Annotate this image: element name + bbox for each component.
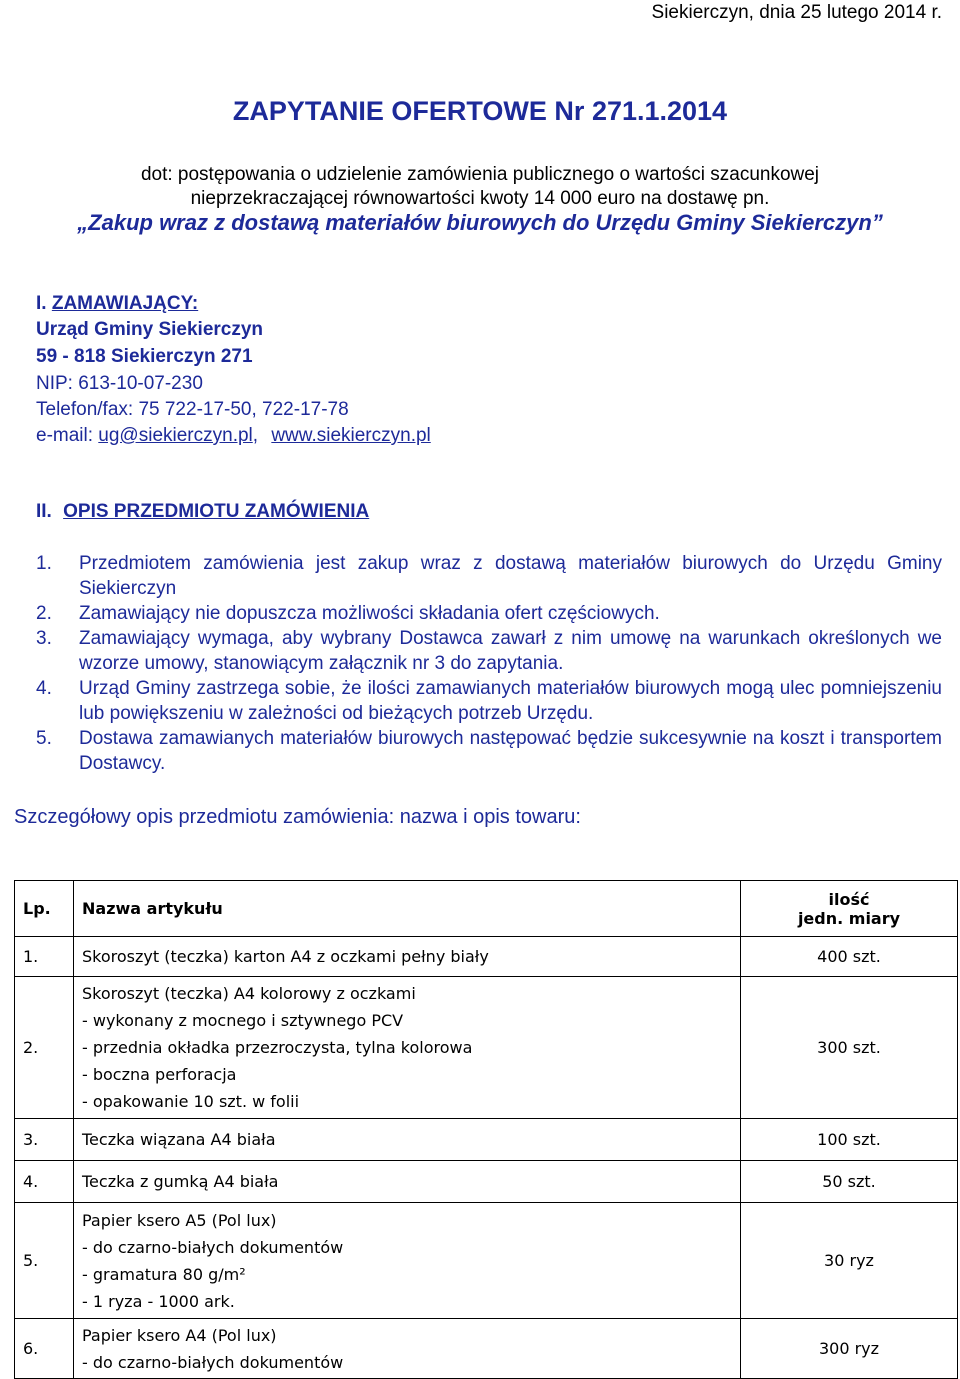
list-item [36, 726, 942, 776]
item-text: Zamawiający nie dopuszcza możliwości składania ofert częściowych. [79, 603, 660, 624]
document-date: Siekierczyn, dnia 25 lutego 2014 r. [651, 2, 942, 23]
description-line: Skoroszyt (teczka) karton A4 z oczkami pełny biały [82, 947, 489, 966]
section-2-title: OPIS PRZEDMIOTU ZAMÓWIENIA [63, 501, 370, 522]
table-row [15, 1119, 958, 1161]
row-description [74, 977, 741, 1119]
row-description [74, 1319, 741, 1379]
items-table [14, 880, 958, 1379]
orderer-address: 59 - 818 Siekierczyn 271 [36, 346, 253, 367]
section-1-heading [36, 290, 198, 317]
row-quantity: 30 ryz [741, 1203, 958, 1319]
section-1-title: ZAMAWIAJĄCY: [51, 293, 199, 314]
table-header-row [15, 881, 958, 937]
document-title: ZAPYTANIE OFERTOWE Nr 271.1.2014 [232, 96, 728, 126]
email-label: e-mail: [36, 425, 94, 446]
description-line: - opakowanie 10 szt. w folii [82, 1092, 300, 1111]
row-lp: 6. [15, 1319, 74, 1379]
email-link[interactable]: ug@siekierczyn.pl [98, 425, 253, 446]
section-2-heading [36, 498, 369, 525]
row-description [74, 1161, 741, 1203]
requirements-list [36, 551, 942, 776]
list-item [36, 626, 942, 676]
description-line: - do czarno-białych dokumentów [82, 1352, 344, 1372]
description-line: Teczka z gumką A4 biała [82, 1172, 279, 1191]
item-number: 1. [36, 553, 52, 574]
list-item [36, 601, 942, 626]
description-line: Skoroszyt (teczka) A4 kolorowy z oczkami [82, 984, 416, 1003]
row-description [74, 937, 741, 977]
item-number: 5. [36, 728, 52, 749]
header-item-name: Nazwa artykułu [74, 881, 741, 937]
orderer-name: Urząd Gminy Siekierczyn [36, 319, 264, 340]
orderer-phone: Telefon/fax: 75 722-17-50, 722-17-78 [36, 399, 349, 420]
description-line: - boczna perforacja [82, 1065, 237, 1084]
row-description [74, 1119, 741, 1161]
row-quantity: 300 ryz [741, 1319, 958, 1379]
row-lp: 1. [15, 937, 74, 977]
table-row [15, 937, 958, 977]
item-text: Dostawa zamawianych materiałów biurowych następować będzie sukcesywnie na koszt i transportem Dostawcy. [79, 728, 942, 774]
section-2-number: II. [36, 501, 52, 522]
list-item [36, 551, 942, 601]
header-quantity-line1: ilość [828, 889, 870, 909]
list-item [36, 676, 942, 726]
subject-line-1: dot: postępowania o udzielenie zamówienia publicznego o wartości szacunkowej [140, 164, 820, 185]
description-line: Papier ksero A5 (Pol lux) [82, 1210, 277, 1230]
description-line: Papier ksero A4 (Pol lux) [82, 1325, 277, 1345]
row-lp: 2. [15, 977, 74, 1119]
item-number: 4. [36, 678, 52, 699]
row-quantity: 50 szt. [741, 1161, 958, 1203]
header-lp: Lp. [15, 881, 74, 937]
description-line: - do czarno-białych dokumentów [82, 1237, 344, 1257]
item-number: 2. [36, 603, 52, 624]
row-quantity: 100 szt. [741, 1119, 958, 1161]
contact-separator: , [252, 425, 259, 446]
table-row [15, 1161, 958, 1203]
header-quantity [741, 881, 958, 937]
item-text: Przedmiotem zamówienia jest zakup wraz z dostawą materiałów biurowych do Urzędu Gminy Siekierczyn [79, 553, 942, 599]
section-1-number: I. [36, 293, 47, 314]
table-row [15, 1319, 958, 1379]
description-line: - przednia okładka przezroczysta, tylna kolorowa [82, 1038, 473, 1057]
table-row [15, 1203, 958, 1319]
procurement-subject: „Zakup wraz z dostawą materiałów biurowych do Urzędu Gminy Siekierczyn” [77, 210, 883, 235]
header-quantity-line2: jedn. miary [797, 908, 901, 928]
description-line: - 1 ryza - 1000 ark. [82, 1291, 235, 1311]
row-description [74, 1203, 741, 1319]
description-line: - wykonany z mocnego i sztywnego PCV [82, 1011, 404, 1030]
row-lp: 3. [15, 1119, 74, 1161]
row-lp: 5. [15, 1203, 74, 1319]
orderer-nip: NIP: 613-10-07-230 [36, 373, 203, 394]
row-lp: 4. [15, 1161, 74, 1203]
item-text: Urząd Gminy zastrzega sobie, że ilości zamawianych materiałów biurowych mogą ulec pomniejszeniu lub powiększeniu w zależności od bieżących potrzeb Urzędu. [79, 678, 942, 724]
row-quantity: 300 szt. [741, 977, 958, 1119]
description-line: - gramatura 80 g/m² [82, 1264, 246, 1284]
description-intro: Szczegółowy opis przedmiotu zamówienia: nazwa i opis towaru: [14, 806, 581, 828]
item-number: 3. [36, 628, 52, 649]
website-link[interactable]: www.siekierczyn.pl [271, 425, 431, 446]
item-text: Zamawiający wymaga, aby wybrany Dostawca zawarł z nim umowę na warunkach określonych we wzorze umowy, stanowiącym załącznik nr 3 do zapytania. [79, 628, 942, 674]
orderer-contact [36, 422, 431, 449]
description-line: Teczka wiązana A4 biała [82, 1130, 276, 1149]
subject-line-2: nieprzekraczającej równowartości kwoty 14 000 euro na dostawę pn. [190, 188, 770, 209]
table-row [15, 977, 958, 1119]
row-quantity: 400 szt. [741, 937, 958, 977]
